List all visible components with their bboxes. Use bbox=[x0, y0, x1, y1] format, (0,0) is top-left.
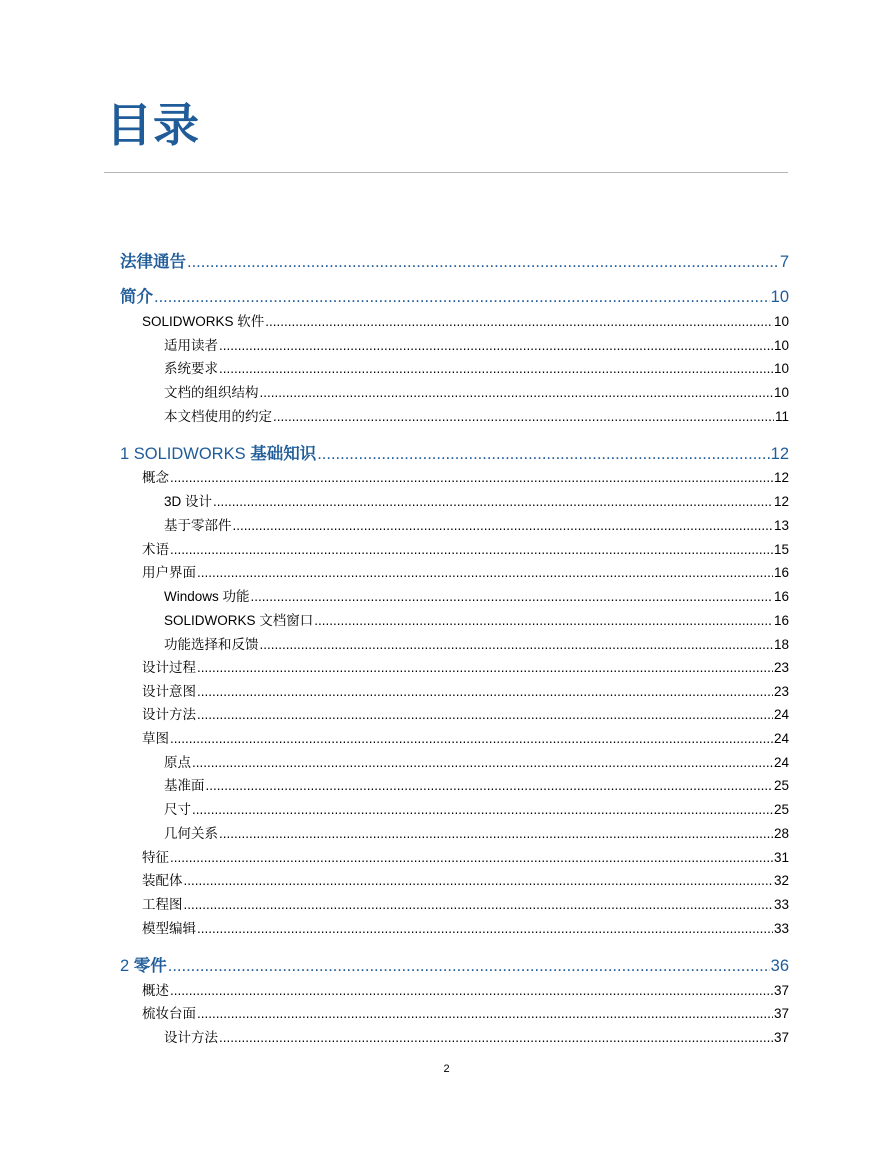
toc-leader-dots bbox=[170, 982, 773, 1000]
toc-entry-label: 3D 设计 bbox=[164, 494, 213, 509]
toc-entry-label: 设计过程 bbox=[142, 660, 196, 675]
toc-entry-label: 简介 bbox=[120, 288, 153, 306]
toc-entry-label: 术语 bbox=[142, 542, 169, 557]
toc-page-number: 33 bbox=[773, 897, 789, 912]
toc-leader-dots bbox=[197, 659, 773, 677]
toc-leader-dots bbox=[251, 588, 773, 606]
title-divider bbox=[104, 172, 788, 173]
toc-entry-label: 特征 bbox=[142, 850, 169, 865]
toc-leader-dots bbox=[192, 801, 773, 819]
toc-entry[interactable] bbox=[142, 683, 789, 701]
toc-page-number: 25 bbox=[773, 778, 789, 793]
toc-leader-dots bbox=[170, 541, 773, 559]
toc-entry[interactable] bbox=[142, 982, 789, 1000]
toc-page-number: 16 bbox=[773, 565, 789, 580]
toc-entry-label: 适用读者 bbox=[164, 338, 218, 353]
toc-page-number: 10 bbox=[773, 314, 789, 329]
toc-page-number: 37 bbox=[773, 983, 789, 998]
toc-leader-dots bbox=[197, 564, 773, 582]
toc-page-number: 15 bbox=[773, 542, 789, 557]
toc-page-number: 12 bbox=[773, 494, 789, 509]
toc-leader-dots bbox=[154, 286, 770, 308]
toc-leader-dots bbox=[197, 1005, 773, 1023]
toc-entry[interactable] bbox=[164, 825, 789, 843]
toc-entry[interactable] bbox=[142, 313, 789, 331]
toc-entry-label: SOLIDWORKS 软件 bbox=[142, 314, 265, 329]
page-number: 2 bbox=[443, 1063, 450, 1075]
toc-page-number: 24 bbox=[773, 707, 789, 722]
toc-leader-dots bbox=[206, 777, 773, 795]
toc-page-number: 10 bbox=[773, 338, 789, 353]
toc-page-number: 13 bbox=[773, 518, 789, 533]
toc-page-number: 12 bbox=[770, 445, 789, 463]
toc-entry-label: 原点 bbox=[164, 755, 191, 770]
toc-page-number: 16 bbox=[773, 589, 789, 604]
toc-entry[interactable] bbox=[164, 1029, 789, 1047]
toc-entry-label: 设计意图 bbox=[142, 684, 196, 699]
toc-leader-dots bbox=[219, 825, 773, 843]
toc-entry-label: 功能选择和反馈 bbox=[164, 637, 259, 652]
toc-entry-label: 1 SOLIDWORKS 基础知识 bbox=[120, 445, 317, 463]
toc-entry-label: 模型编辑 bbox=[142, 921, 196, 936]
toc-entry-label: 装配体 bbox=[142, 873, 183, 888]
toc-entry-label: 文档的组织结构 bbox=[164, 385, 259, 400]
toc-leader-dots bbox=[197, 683, 773, 701]
toc-entry-label: 梳妆台面 bbox=[142, 1006, 196, 1021]
toc-entry-label: SOLIDWORKS 文档窗口 bbox=[164, 613, 314, 628]
toc-leader-dots bbox=[170, 730, 773, 748]
toc-entry-label: 草图 bbox=[142, 731, 169, 746]
toc-leader-dots bbox=[170, 469, 773, 487]
toc-entry[interactable] bbox=[164, 588, 789, 606]
toc-leader-dots bbox=[219, 1029, 773, 1047]
toc-entry[interactable] bbox=[164, 612, 789, 630]
toc-leader-dots bbox=[192, 754, 773, 772]
toc-page-number: 37 bbox=[773, 1030, 789, 1045]
toc-entry[interactable] bbox=[164, 636, 789, 654]
toc-leader-dots bbox=[260, 384, 773, 402]
toc-entry[interactable] bbox=[142, 564, 789, 582]
toc-entry[interactable] bbox=[120, 251, 789, 273]
toc-page-number: 37 bbox=[773, 1006, 789, 1021]
toc-entry-label: 法律通告 bbox=[120, 253, 186, 271]
toc-entry[interactable] bbox=[120, 286, 789, 308]
toc-leader-dots bbox=[273, 408, 774, 426]
toc-entry-label: 概念 bbox=[142, 470, 169, 485]
toc-entry[interactable] bbox=[142, 706, 789, 724]
toc-page-number: 7 bbox=[779, 253, 789, 271]
toc-page-number: 12 bbox=[773, 470, 789, 485]
toc-leader-dots bbox=[317, 443, 769, 465]
toc-entry-label: 工程图 bbox=[142, 897, 183, 912]
toc-entry[interactable] bbox=[142, 1005, 789, 1023]
toc-page-number: 28 bbox=[773, 826, 789, 841]
toc-entry-label: 概述 bbox=[142, 983, 169, 998]
toc-page-number: 25 bbox=[773, 802, 789, 817]
toc-entry[interactable] bbox=[142, 469, 789, 487]
toc-entry-label: 基准面 bbox=[164, 778, 205, 793]
toc-entry[interactable] bbox=[120, 955, 789, 977]
toc-entry-label: 2 零件 bbox=[120, 957, 167, 975]
toc-leader-dots bbox=[187, 251, 779, 273]
toc-page-number: 33 bbox=[773, 921, 789, 936]
toc-leader-dots bbox=[314, 612, 773, 630]
toc-page-number: 24 bbox=[773, 731, 789, 746]
toc-leader-dots bbox=[219, 337, 773, 355]
toc-entry[interactable] bbox=[164, 777, 789, 795]
toc-leader-dots bbox=[213, 493, 773, 511]
toc-leader-dots bbox=[265, 313, 773, 331]
toc-entry[interactable] bbox=[164, 801, 789, 819]
toc-entry-label: 设计方法 bbox=[142, 707, 196, 722]
toc-leader-dots bbox=[184, 896, 773, 914]
toc-leader-dots bbox=[197, 706, 773, 724]
toc-entry-label: 设计方法 bbox=[164, 1030, 218, 1045]
toc-entry-label: 尺寸 bbox=[164, 802, 191, 817]
toc-entry-label: 系统要求 bbox=[164, 361, 218, 376]
toc-entry[interactable] bbox=[164, 360, 789, 378]
toc-page-number: 24 bbox=[773, 755, 789, 770]
toc-page-number: 10 bbox=[770, 288, 789, 306]
toc-entry[interactable] bbox=[142, 541, 789, 559]
toc-entry-label: 几何关系 bbox=[164, 826, 218, 841]
toc-leader-dots bbox=[168, 955, 770, 977]
toc-entry[interactable] bbox=[120, 443, 789, 465]
toc-leader-dots bbox=[260, 636, 773, 654]
toc-entry-label: Windows 功能 bbox=[164, 589, 250, 604]
toc-entry[interactable] bbox=[142, 872, 789, 890]
toc-page-number: 31 bbox=[773, 850, 789, 865]
toc-entry[interactable] bbox=[164, 384, 789, 402]
toc-page-number: 36 bbox=[770, 957, 789, 975]
toc-entry[interactable] bbox=[142, 730, 789, 748]
toc-page-number: 23 bbox=[773, 684, 789, 699]
toc-leader-dots bbox=[184, 872, 773, 890]
toc-entry[interactable] bbox=[164, 754, 789, 772]
toc-page-number: 10 bbox=[773, 361, 789, 376]
toc-leader-dots bbox=[170, 849, 773, 867]
toc-page-number: 23 bbox=[773, 660, 789, 675]
toc-entry[interactable] bbox=[164, 408, 789, 426]
toc-entry[interactable] bbox=[142, 849, 789, 867]
toc-page-number: 10 bbox=[773, 385, 789, 400]
toc-leader-dots bbox=[219, 360, 773, 378]
page-title: 目录 bbox=[106, 98, 200, 152]
toc-entry-label: 用户界面 bbox=[142, 565, 196, 580]
toc-entry[interactable] bbox=[164, 337, 789, 355]
toc-entry[interactable] bbox=[164, 493, 789, 511]
toc-leader-dots bbox=[233, 517, 773, 535]
toc-page-number: 18 bbox=[773, 637, 789, 652]
toc-leader-dots bbox=[197, 920, 773, 938]
toc-page-number: 11 bbox=[774, 409, 789, 424]
toc-entry[interactable] bbox=[164, 517, 789, 535]
toc-page-number: 16 bbox=[773, 613, 789, 628]
toc-entry[interactable] bbox=[142, 896, 789, 914]
toc-entry[interactable] bbox=[142, 659, 789, 677]
toc-entry[interactable] bbox=[142, 920, 789, 938]
toc-entry-label: 基于零部件 bbox=[164, 518, 232, 533]
toc-page-number: 32 bbox=[773, 873, 789, 888]
toc-entry-label: 本文档使用的约定 bbox=[164, 409, 272, 424]
